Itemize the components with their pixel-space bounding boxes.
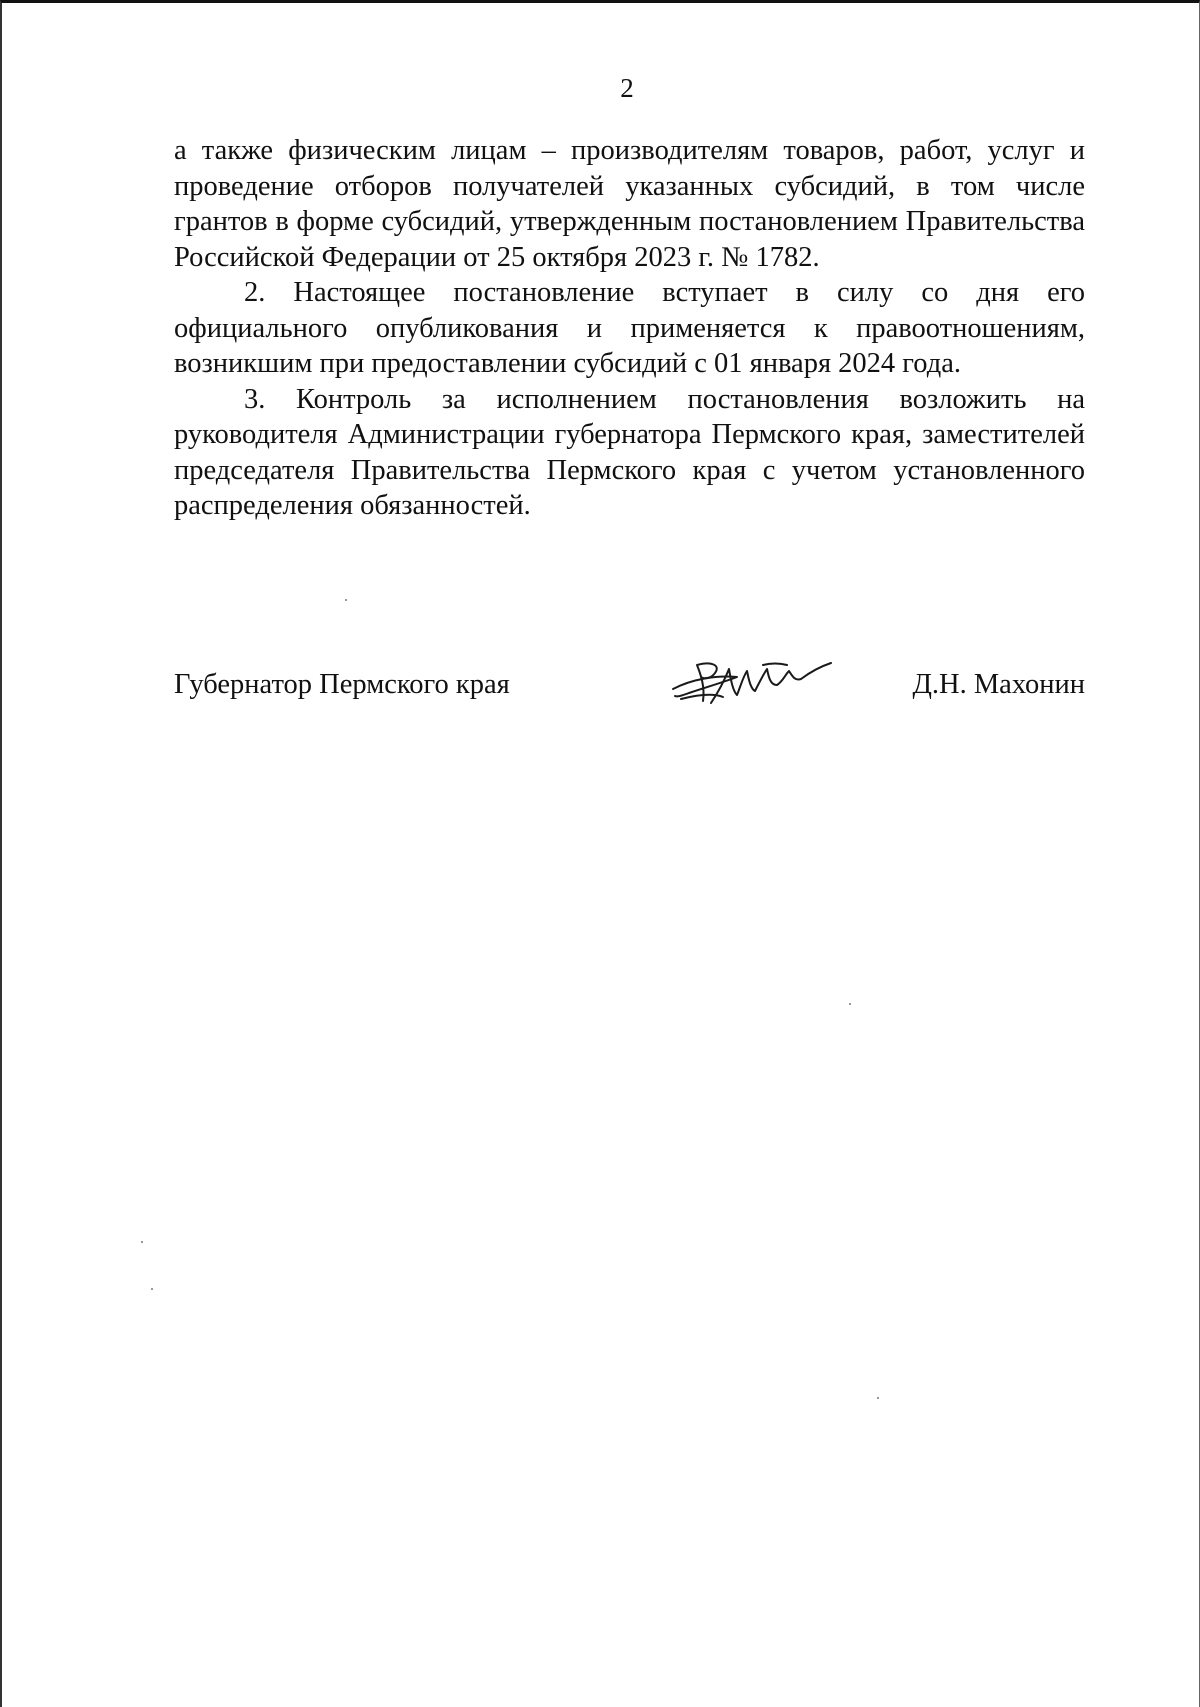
paragraph-item-2: 2. Настоящее постановление вступает в силу со дня его официального опубликования и применяется к правоотношениям, возникшим при предоставлении субсидий с 01 января 2024 года. <box>174 277 1085 379</box>
paragraph-continuation: а также физическим лицам – производителям товаров, работ, услуг и проведение отборов получателей указанных субсидий, в том числе грантов в форме субсидий, утвержденным постановлением Правительства Российской Федерации от 25 октября 2023 г. № 1782. <box>174 135 1085 273</box>
scan-speck <box>141 1241 143 1243</box>
scan-speck <box>877 1397 879 1399</box>
handwritten-signature-mark <box>667 651 837 711</box>
scan-speck <box>849 1003 851 1005</box>
scan-speck <box>151 1288 153 1290</box>
signatory-position: Губернатор Пермского края <box>174 669 510 700</box>
page-number: 2 <box>620 73 634 103</box>
paragraph-item-3: 3. Контроль за исполнением постановления возложить на руководителя Администрации губернатора Пермского края, заместителей председателя Правительства Пермского края с учетом установленного распределения обязанностей. <box>174 383 1085 521</box>
signature-block <box>174 651 1085 711</box>
scan-speck <box>345 599 347 601</box>
document-body <box>174 133 1085 524</box>
signatory-name: Д.Н. Махонин <box>912 669 1085 700</box>
